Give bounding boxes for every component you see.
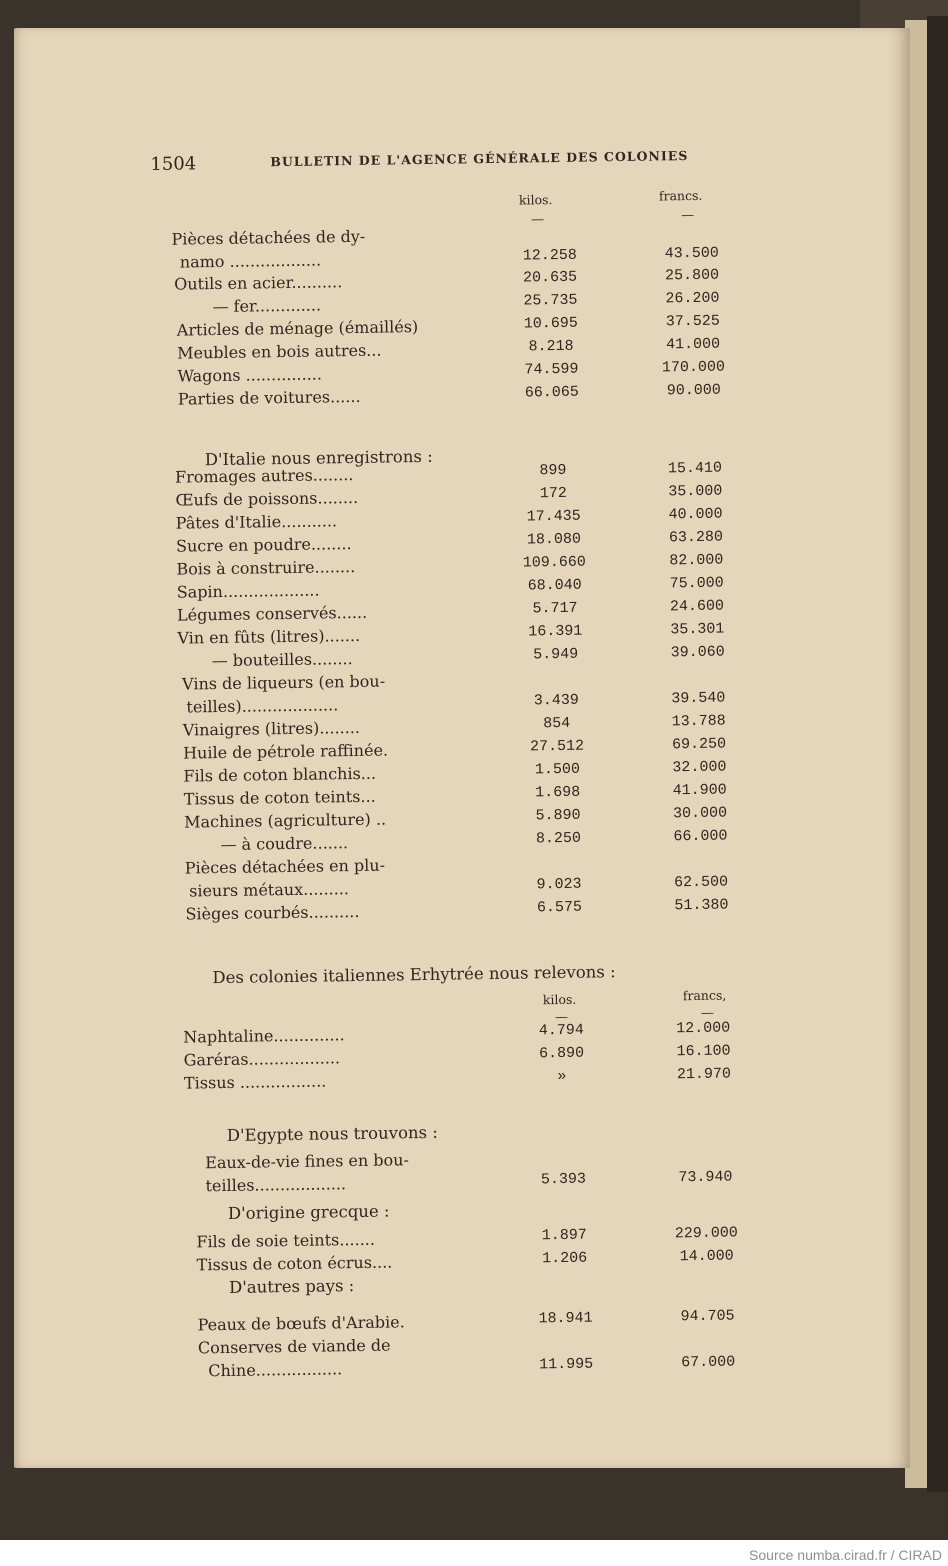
erhytree-dash-francs: — bbox=[700, 1005, 715, 1021]
row-francs bbox=[668, 1330, 748, 1331]
row-francs: 24.600 bbox=[669, 597, 725, 616]
row-label: sieurs métaux......... bbox=[189, 879, 350, 901]
row-kilos: 172 bbox=[539, 484, 567, 503]
row-label: Fils de coton blanchis... bbox=[183, 763, 377, 786]
row-label: Machines (agriculture) .. bbox=[184, 809, 387, 832]
row-francs bbox=[661, 850, 741, 851]
row-label: Sièges courbés.......... bbox=[185, 901, 360, 924]
row-francs: 39.060 bbox=[670, 643, 725, 662]
erhytree-header-kilos: kilos. bbox=[542, 991, 577, 1008]
row-kilos: 109.660 bbox=[522, 553, 586, 572]
row-kilos: 20.635 bbox=[522, 268, 578, 287]
book-cover-edge bbox=[927, 16, 948, 1492]
row-label: — à coudre....... bbox=[220, 833, 349, 855]
row-kilos: 16.391 bbox=[528, 622, 583, 641]
row-label: Pièces détachées en plu- bbox=[184, 855, 386, 878]
erhytree-dash-kilos: — bbox=[554, 1009, 569, 1026]
row-label: Eaux-de-vie fines en bou- bbox=[205, 1150, 410, 1173]
row-label: Naphtaline.............. bbox=[183, 1025, 345, 1047]
row-francs: 12.000 bbox=[676, 1019, 731, 1038]
row-kilos: 12.258 bbox=[522, 246, 577, 265]
row-kilos: 5.393 bbox=[540, 1170, 587, 1189]
row-francs: 90.000 bbox=[666, 381, 721, 400]
row-kilos: 6.890 bbox=[538, 1044, 585, 1063]
row-francs: 26.200 bbox=[665, 289, 720, 308]
row-label: Vinaigres (litres)........ bbox=[182, 717, 361, 740]
row-kilos: 1.206 bbox=[542, 1249, 588, 1268]
row-francs: 170.000 bbox=[661, 358, 726, 377]
row-francs bbox=[651, 221, 731, 222]
row-label: namo .................. bbox=[179, 250, 322, 272]
column-dash-kilos: — bbox=[531, 212, 545, 228]
row-label: Pâtes d'Italie........... bbox=[175, 511, 338, 533]
row-kilos: 18.080 bbox=[526, 530, 582, 549]
column-header-kilos: kilos. bbox=[518, 192, 553, 208]
row-francs: 69.250 bbox=[671, 735, 727, 754]
row-francs bbox=[665, 1145, 745, 1146]
row-francs: 40.000 bbox=[668, 505, 723, 524]
row-francs: 41.900 bbox=[672, 781, 727, 800]
row-kilos: 3.439 bbox=[533, 691, 580, 710]
row-francs: 13.788 bbox=[671, 712, 726, 731]
section-erhytree: Des colonies italiennes Erhytrée nous relevons : bbox=[212, 962, 616, 988]
row-kilos: 25.735 bbox=[523, 291, 578, 310]
row-francs: 43.500 bbox=[664, 244, 719, 263]
row-kilos: 9.023 bbox=[536, 875, 582, 894]
row-kilos: 8.250 bbox=[535, 829, 582, 848]
row-francs: 32.000 bbox=[672, 758, 727, 777]
row-kilos: 1.897 bbox=[541, 1226, 587, 1245]
row-label: Vin en fûts (litres)....... bbox=[177, 625, 361, 648]
row-label: — fer............. bbox=[212, 295, 322, 317]
row-label: Légumes conservés...... bbox=[176, 602, 368, 625]
row-francs: 15.410 bbox=[667, 459, 723, 478]
erhytree-header-francs: francs, bbox=[682, 987, 727, 1004]
row-label: Outils en acier.......... bbox=[174, 272, 343, 294]
row-kilos bbox=[516, 668, 596, 669]
source-credit: Source numba.cirad.fr / CIRAD bbox=[749, 1547, 942, 1563]
row-francs: 39.540 bbox=[671, 689, 726, 708]
row-label: — bouteilles........ bbox=[211, 649, 353, 671]
row-kilos: 4.794 bbox=[538, 1021, 584, 1040]
row-kilos: 5.949 bbox=[533, 645, 579, 664]
row-kilos: 11.995 bbox=[539, 1355, 594, 1374]
row-label: Fromages autres........ bbox=[174, 465, 354, 487]
row-label: Œufs de poissons........ bbox=[175, 487, 359, 510]
row-kilos: 1.698 bbox=[535, 783, 581, 802]
page-number: 1504 bbox=[150, 153, 197, 175]
row-kilos: 66.065 bbox=[524, 383, 579, 402]
section-autres: D'autres pays : bbox=[228, 1276, 355, 1297]
row-francs: 35.000 bbox=[668, 482, 723, 501]
row-kilos: 1.500 bbox=[534, 760, 581, 779]
row-francs: 30.000 bbox=[672, 804, 728, 823]
row-label: Garéras.................. bbox=[183, 1048, 341, 1070]
row-kilos: 5.717 bbox=[532, 599, 578, 618]
row-kilos bbox=[519, 852, 599, 853]
row-label: Conserves de viande de bbox=[197, 1335, 391, 1358]
row-francs: 229.000 bbox=[674, 1224, 738, 1243]
row-francs: 16.100 bbox=[676, 1042, 731, 1061]
row-francs: 82.000 bbox=[669, 551, 724, 570]
row-label: teilles)................... bbox=[186, 695, 339, 717]
row-label: Vins de liqueurs (en bou- bbox=[181, 671, 386, 694]
row-label: Bois à construire........ bbox=[176, 557, 356, 579]
row-francs: 41.000 bbox=[665, 335, 721, 354]
row-kilos bbox=[526, 1332, 606, 1333]
column-header-francs: francs. bbox=[658, 187, 703, 204]
row-kilos bbox=[523, 1147, 603, 1148]
section-grecque: D'origine grecque : bbox=[227, 1201, 390, 1223]
section-italie: D'Italie nous enregistrons : bbox=[204, 446, 433, 470]
row-francs: 21.970 bbox=[676, 1065, 732, 1084]
row-label: Peaux de bœufs d'Arabie. bbox=[197, 1312, 405, 1335]
row-label: teilles.................. bbox=[205, 1174, 347, 1196]
row-francs: 66.000 bbox=[673, 827, 728, 846]
row-francs: 35.301 bbox=[670, 620, 725, 639]
row-label: Fils de soie teints....... bbox=[196, 1229, 376, 1252]
row-francs: 73.940 bbox=[678, 1168, 733, 1187]
row-label: Parties de voitures...... bbox=[177, 386, 361, 409]
running-header bbox=[150, 145, 750, 178]
row-label: Huile de pétrole raffinée. bbox=[182, 740, 389, 763]
row-francs: 51.380 bbox=[674, 896, 729, 915]
row-francs bbox=[658, 666, 738, 667]
section-egypte: D'Egypte nous trouvons : bbox=[226, 1122, 438, 1145]
row-label: Chine................. bbox=[208, 1359, 343, 1381]
row-label: Wagons ............... bbox=[177, 364, 323, 386]
row-kilos: 899 bbox=[539, 461, 567, 480]
column-dash-francs: — bbox=[681, 207, 695, 224]
row-francs: 75.000 bbox=[669, 574, 724, 593]
row-kilos: 5.890 bbox=[535, 806, 581, 825]
row-kilos: » bbox=[557, 1067, 567, 1086]
row-label: Articles de ménage (émaillés) bbox=[176, 317, 419, 340]
row-kilos: 6.575 bbox=[536, 898, 583, 917]
page-content bbox=[150, 129, 784, 1398]
row-kilos: 68.040 bbox=[527, 576, 582, 595]
row-label: Tissus de coton teints... bbox=[183, 786, 376, 809]
row-kilos: 18.941 bbox=[538, 1309, 593, 1328]
row-label: Tissus de coton écrus.... bbox=[196, 1252, 393, 1275]
row-francs: 62.500 bbox=[673, 873, 729, 892]
row-kilos bbox=[509, 223, 589, 224]
row-label: Pièces détachées de dy- bbox=[171, 226, 366, 249]
row-francs: 94.705 bbox=[680, 1307, 735, 1326]
row-kilos: 27.512 bbox=[529, 737, 585, 756]
row-label: Meubles en bois autres... bbox=[177, 340, 382, 363]
row-label: Sucre en poudre........ bbox=[175, 534, 352, 556]
row-label: Tissus ................. bbox=[183, 1071, 327, 1093]
page-title: BULLETIN DE L'AGENCE GÉNÉRALE DES COLONIES bbox=[270, 148, 689, 170]
row-francs: 14.000 bbox=[679, 1247, 734, 1266]
row-label: Sapin................... bbox=[176, 580, 320, 602]
row-francs: 25.800 bbox=[664, 266, 720, 285]
row-francs: 37.525 bbox=[665, 312, 720, 331]
row-kilos: 854 bbox=[543, 714, 571, 733]
row-kilos: 10.695 bbox=[523, 314, 578, 333]
row-kilos: 17.435 bbox=[526, 507, 581, 526]
row-francs: 67.000 bbox=[681, 1353, 736, 1372]
row-francs: 63.280 bbox=[668, 528, 724, 547]
row-kilos: 8.218 bbox=[528, 337, 574, 356]
row-kilos: 74.599 bbox=[524, 360, 579, 379]
